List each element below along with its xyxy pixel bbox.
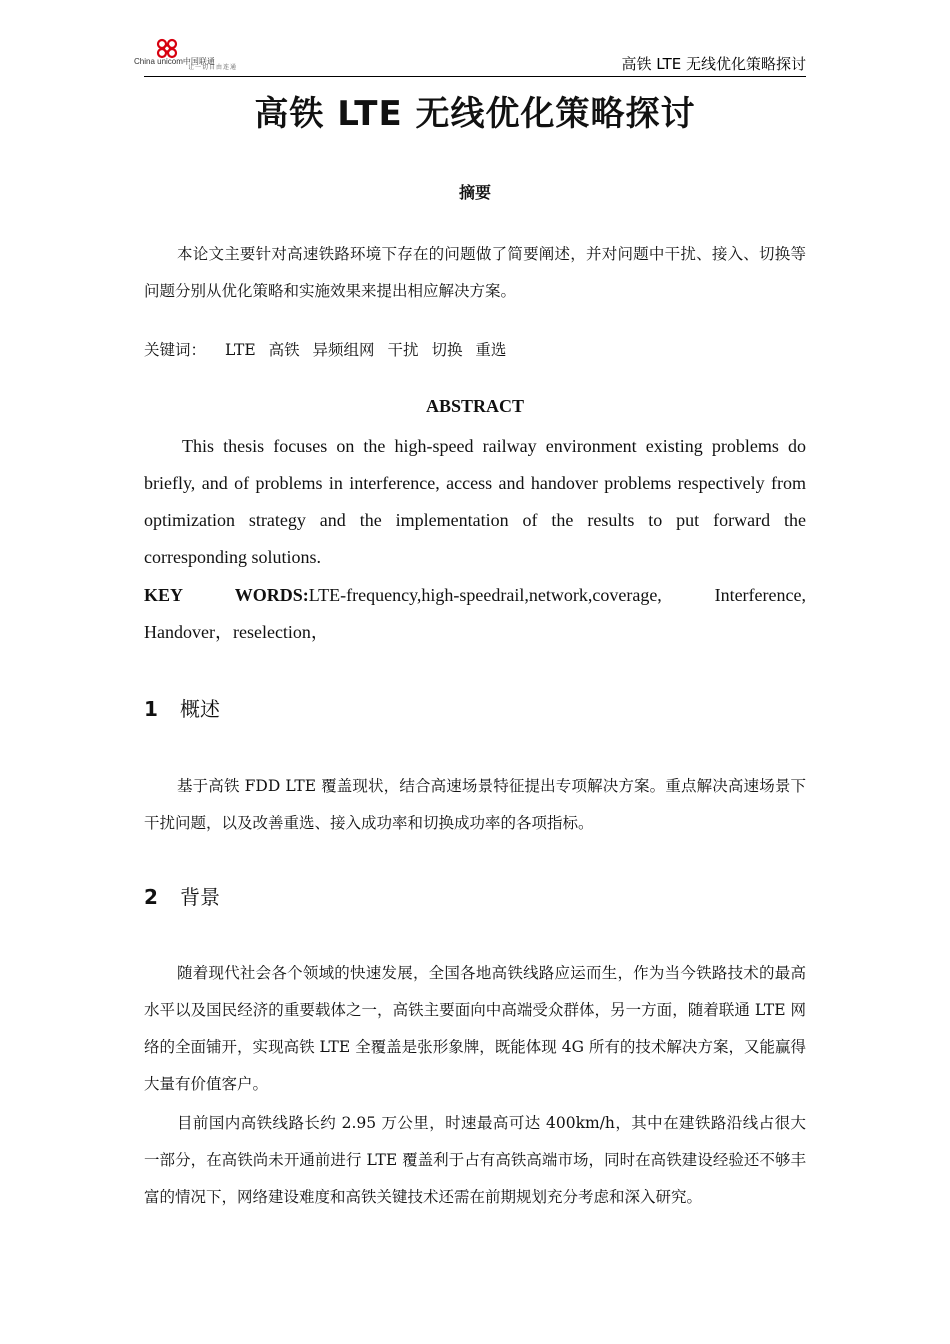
keyword-item: 干扰 <box>387 341 419 359</box>
abstract-body-en: This thesis focuses on the high-speed railway environment existing problems do briefly, and of problems in interference, access and handover problems respectively from optimization strategy and the implementation of the results to put forward the corresponding solutions. <box>144 436 806 567</box>
china-unicom-logo <box>132 36 242 76</box>
header-rule <box>144 76 806 77</box>
logo-brand-text: China unicom中国联通 <box>134 57 215 66</box>
logo-slogan: 让一切自由连通 <box>188 64 238 71</box>
section-2-paragraph-1: 随着现代社会各个领域的快速发展，全国各地高铁线路应运而生，作为当今铁路技术的最高水平以及国民经济的重要载体之一，高铁主要面向中高端受众群体，另一方面，随着联通 LTE 网络的全面铺开，实现高铁 LTE 全覆盖是张形象牌，既能体现 4G 所有的技术解决方案，又能赢得大量有价值客户。 <box>144 964 806 1093</box>
section-1-paragraph-1: 基于高铁 FDD LTE 覆盖现状，结合高速场景特征提出专项解决方案。重点解决高速场景下干扰问题，以及改善重选、接入成功率和切换成功率的各项指标。 <box>144 777 806 832</box>
keywords-en-values: LTE-frequency,high-speedrail,network,coverage, Interference, <box>308 585 806 605</box>
keywords-label-zh: 关键词： <box>144 341 207 359</box>
section-2-paragraph-2: 目前国内高铁线路长约 2.95 万公里，时速最高可达 400km/h，其中在建铁路沿线占很大一部分，在高铁尚未开通前进行 LTE 覆盖利于占有高铁高端市场，同时在高铁建设经验还不够丰富的情况下，网络建设难度和高铁关键技术还需在前期规划充分考虑和深入研究。 <box>144 1114 806 1206</box>
keyword-item: 异频组网 <box>312 341 375 359</box>
section-heading-2 <box>144 881 220 910</box>
running-header-title: 高铁 LTE 无线优化策略探讨 <box>621 55 806 73</box>
section-number: 2 <box>144 885 158 909</box>
keyword-item: 高铁 <box>268 341 300 359</box>
abstract-body-zh: 本论文主要针对高速铁路环境下存在的问题做了简要阐述，并对问题中干扰、接入、切换等问题分别从优化策略和实施效果来提出相应解决方案。 <box>144 245 806 300</box>
section-number: 1 <box>144 697 158 721</box>
keywords-en-line2: Handover，reselection， <box>144 622 329 642</box>
abstract-heading-en: ABSTRACT <box>425 396 525 416</box>
keywords-zh <box>144 338 514 360</box>
abstract-heading-zh: 摘要 <box>458 183 491 202</box>
section-title: 背景 <box>180 885 220 909</box>
keywords-en-line1 <box>144 577 806 614</box>
keywords-label-en: KEY WORDS: <box>144 585 309 605</box>
section-title: 概述 <box>180 697 220 721</box>
keyword-item: 重选 <box>475 341 507 359</box>
keyword-item: LTE <box>224 341 256 359</box>
document-title: 高铁 LTE 无线优化策略探讨 <box>254 94 696 134</box>
section-heading-1 <box>144 693 220 722</box>
keyword-item: 切换 <box>431 341 463 359</box>
